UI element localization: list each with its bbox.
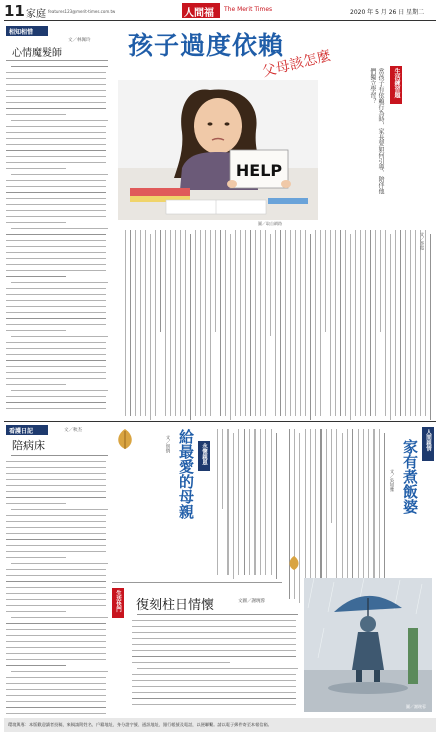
- mid-title: 陪病床: [12, 439, 45, 452]
- body-text-line: [220, 230, 221, 416]
- body-text-line: [363, 429, 364, 599]
- mid-byline: 文／秋杰: [64, 428, 82, 433]
- body-text-line: [6, 180, 106, 181]
- leaf-icon: [114, 427, 136, 451]
- body-text-line: [6, 90, 106, 91]
- body-text-line: [395, 230, 396, 416]
- body-text-line: [6, 240, 106, 241]
- body-text-line: [6, 306, 106, 307]
- body-text-line: [215, 230, 216, 332]
- body-text-line: [326, 429, 327, 599]
- body-text-line: [6, 659, 106, 660]
- body-text-line: [276, 433, 277, 579]
- body-text-line: [210, 230, 211, 416]
- body-text-line: [132, 704, 296, 705]
- body-text-line: [6, 222, 66, 223]
- body-text-line: [360, 230, 361, 416]
- page-number: 11: [4, 2, 25, 20]
- body-text-line: [6, 204, 106, 205]
- body-text-line: [6, 348, 106, 349]
- body-text-line: [6, 581, 106, 582]
- body-text-line: [305, 429, 306, 599]
- body-text-line: [6, 641, 106, 642]
- body-text-line: [6, 96, 106, 97]
- body-text-line: [238, 429, 239, 575]
- body-text-line: [400, 230, 401, 416]
- footer-text: 環境與專：本版歡迎讀者投稿，來稿請附姓名、戶籍地址、身分證字號、通訊地址、銀行帳號及電話，以便聯繫。請以電子郵件寄至本報信箱。: [8, 722, 272, 727]
- bottom-rule: [112, 582, 282, 583]
- body-text-line: [6, 467, 106, 468]
- issue-date: 2020 年 5 月 26 日 星期二: [350, 9, 425, 16]
- bottom-tag: 生活快門: [115, 590, 121, 612]
- body-text-line: [6, 408, 106, 409]
- body-text-line: [370, 230, 371, 416]
- body-text-line: [6, 156, 106, 157]
- body-text-line: [295, 230, 296, 416]
- bottom-photo: [304, 578, 432, 712]
- hero-article-body: [112, 230, 432, 420]
- body-text-line: [11, 617, 108, 618]
- section-email: features123@merit-times.com.tw: [48, 9, 116, 14]
- body-text-line: [6, 611, 66, 612]
- body-text-line: [245, 230, 246, 416]
- body-text-line: [11, 336, 108, 337]
- body-text-line: [11, 509, 108, 510]
- body-text-line: [205, 230, 206, 416]
- body-text-line: [6, 132, 106, 133]
- body-text-line: [289, 429, 290, 599]
- header-rule: [4, 20, 436, 21]
- body-text-line: [6, 150, 106, 151]
- center-article: [112, 425, 280, 580]
- body-text-line: [6, 72, 106, 73]
- body-text-line: [315, 429, 316, 599]
- body-text-line: [385, 230, 386, 416]
- body-text-line: [352, 429, 353, 599]
- mid-article: [6, 425, 108, 720]
- body-text-line: [11, 120, 108, 121]
- body-text-line: [225, 230, 226, 416]
- right-title: 家有煮飯婆: [401, 439, 419, 514]
- body-text-line: [6, 312, 106, 313]
- bottom-article: [112, 586, 434, 714]
- body-text-line: [335, 230, 336, 416]
- body-text-line: [285, 230, 286, 416]
- body-text-line: [244, 429, 245, 575]
- body-text-line: [345, 230, 346, 416]
- hero-side-caption: 當孩子有依賴行為時，家長要如何引導、陪伴他們獨立學習？: [368, 68, 384, 194]
- body-text-line: [325, 230, 326, 332]
- help-sign-text: HELP: [235, 161, 283, 180]
- body-text-line: [6, 701, 106, 702]
- body-text-line: [11, 282, 108, 283]
- body-text-line: [410, 230, 411, 416]
- body-text-line: [6, 102, 106, 103]
- body-text-line: [305, 230, 306, 416]
- body-text-line: [310, 429, 311, 599]
- hero-side: [342, 62, 384, 207]
- bottom-byline: 文圖／謝琬蓉: [238, 599, 265, 604]
- body-text-line: [420, 230, 421, 416]
- body-text-line: [260, 429, 261, 575]
- body-text-line: [415, 230, 416, 416]
- body-text-line: [6, 234, 106, 235]
- body-text-line: [6, 527, 106, 528]
- body-text-line: [11, 671, 108, 672]
- body-text-line: [375, 230, 376, 416]
- body-text-line: [6, 198, 106, 199]
- body-text-line: [6, 246, 106, 247]
- body-text-line: [6, 210, 106, 211]
- body-text-line: [6, 593, 106, 594]
- body-text-line: [425, 230, 426, 416]
- body-text-line: [222, 429, 223, 509]
- body-text-line: [140, 230, 141, 416]
- right-tag-box: [422, 427, 434, 461]
- body-text-line: [195, 230, 196, 416]
- body-text-line: [6, 473, 106, 474]
- body-text-line: [390, 234, 391, 420]
- body-text-line: [6, 623, 106, 624]
- body-text-line: [275, 230, 276, 416]
- body-text-line: [6, 162, 106, 163]
- body-text-line: [6, 653, 106, 654]
- body-text-line: [6, 665, 66, 666]
- body-text-line: [6, 378, 106, 379]
- bottom-title: 復刻柱日情懷: [136, 598, 215, 613]
- body-text-line: [6, 521, 106, 522]
- body-text-line: [6, 629, 106, 630]
- body-text-line: [200, 230, 201, 416]
- body-text-line: [6, 216, 106, 217]
- body-text-line: [137, 614, 298, 615]
- body-text-line: [380, 230, 381, 332]
- right-byline: 文／吳如雅: [389, 469, 394, 492]
- body-text-line: [132, 656, 296, 657]
- body-text-line: [6, 402, 106, 403]
- masthead-english: The Merit Times: [224, 6, 273, 13]
- body-text-line: [6, 497, 106, 498]
- body-text-line: [11, 174, 108, 175]
- body-text-line: [260, 230, 261, 416]
- body-text-line: [6, 288, 106, 289]
- body-text-line: [132, 674, 296, 675]
- body-text-line: [132, 638, 296, 639]
- body-text-line: [6, 264, 106, 265]
- body-text-line: [11, 455, 108, 456]
- body-text-line: [125, 230, 126, 416]
- body-text-line: [6, 689, 106, 690]
- center-body-text: [212, 429, 278, 579]
- body-text-line: [6, 683, 106, 684]
- body-text-line: [330, 230, 331, 416]
- body-text-line: [6, 545, 106, 546]
- body-text-line: [6, 635, 106, 636]
- body-text-line: [294, 429, 295, 599]
- body-text-line: [165, 230, 166, 416]
- body-text-line: [6, 318, 106, 319]
- body-text-line: [340, 230, 341, 416]
- body-text-line: [6, 252, 106, 253]
- body-text-line: [6, 84, 106, 85]
- body-text-line: [6, 324, 106, 325]
- body-text-line: [6, 258, 106, 259]
- body-text-line: [6, 138, 106, 139]
- body-text-line: [300, 230, 301, 416]
- body-text-line: [6, 713, 106, 714]
- hero-photo-credit: 圖／取自網路: [258, 221, 282, 226]
- body-text-line: [6, 294, 106, 295]
- body-text-line: [6, 557, 66, 558]
- body-text-line: [6, 647, 106, 648]
- body-text-line: [331, 429, 332, 523]
- body-text-line: [6, 707, 106, 708]
- body-text-line: [265, 429, 266, 575]
- body-text-line: [233, 433, 234, 579]
- hero-title: 孩子過度依賴: [128, 31, 285, 60]
- body-text-line: [310, 234, 311, 420]
- body-text-line: [227, 429, 228, 575]
- body-text-line: [6, 186, 106, 187]
- body-text-line: [135, 230, 136, 416]
- body-text-line: [6, 515, 106, 516]
- hero-side-tag: 生活練習題: [393, 68, 400, 98]
- body-text-line: [6, 366, 106, 367]
- center-tag: 永懷親恩: [201, 443, 207, 465]
- bottom-photo-credit: 圖／謝琬蓉: [406, 704, 426, 709]
- body-text-line: [280, 230, 281, 416]
- body-text-line: [137, 668, 298, 669]
- left-tag: 相知相惜: [9, 29, 34, 36]
- body-text-line: [160, 230, 161, 332]
- body-text-line: [6, 695, 106, 696]
- body-text-line: [145, 230, 146, 416]
- body-text-line: [270, 234, 271, 336]
- body-text-line: [11, 228, 108, 229]
- body-text-line: [249, 429, 250, 575]
- body-text-line: [368, 429, 369, 599]
- body-text-line: [217, 429, 218, 575]
- hero-photo: [118, 80, 318, 220]
- body-text-line: [132, 698, 296, 699]
- body-text-line: [132, 644, 296, 645]
- footer-bar: [4, 718, 436, 732]
- body-text-line: [235, 230, 236, 416]
- body-text-line: [6, 551, 106, 552]
- mid-body-text: [6, 455, 108, 717]
- left-divider: [6, 60, 108, 61]
- body-text-line: [271, 429, 272, 575]
- body-text-line: [6, 491, 106, 492]
- left-title: 心情魔髮師: [12, 48, 62, 59]
- body-text-line: [6, 569, 106, 570]
- body-text-line: [6, 108, 106, 109]
- body-text-line: [320, 429, 321, 599]
- body-text-line: [155, 230, 156, 416]
- body-text-line: [250, 230, 251, 416]
- body-text-line: [6, 144, 106, 145]
- left-byline: 文／林佩玲: [68, 38, 91, 43]
- body-text-line: [6, 126, 106, 127]
- body-text-line: [254, 429, 255, 575]
- left-tag-box: [6, 26, 48, 36]
- center-byline: 文／別情: [165, 435, 170, 453]
- body-text-line: [6, 605, 106, 606]
- body-text-line: [230, 234, 231, 420]
- bottom-tag-box: [112, 588, 124, 618]
- hero-subtitle: 父母該怎麼辦？: [260, 47, 333, 81]
- body-text-line: [347, 429, 348, 599]
- left-article: [6, 24, 108, 417]
- body-text-line: [6, 539, 106, 540]
- body-text-line: [130, 230, 131, 416]
- body-text-line: [6, 270, 106, 271]
- center-title: 給最愛的母親: [177, 429, 195, 519]
- body-text-line: [6, 372, 106, 373]
- body-text-line: [6, 342, 106, 343]
- body-text-line: [6, 533, 106, 534]
- mid-rule: [4, 421, 436, 422]
- body-text-line: [132, 692, 296, 693]
- body-text-line: [336, 429, 337, 599]
- body-text-line: [6, 384, 66, 385]
- body-text-line: [6, 479, 106, 480]
- body-text-line: [185, 230, 186, 416]
- hero-side-tag-box: [390, 66, 402, 104]
- body-text-line: [6, 300, 106, 301]
- body-text-line: [132, 686, 296, 687]
- body-text-line: [6, 168, 66, 169]
- hero-area: [112, 22, 338, 227]
- body-text-line: [6, 485, 106, 486]
- center-tag-box: [198, 441, 210, 471]
- body-text-line: [190, 234, 191, 420]
- body-text-line: [132, 632, 296, 633]
- body-text-line: [150, 234, 151, 420]
- body-text-line: [170, 230, 171, 416]
- body-text-line: [175, 230, 176, 416]
- body-text-line: [6, 599, 106, 600]
- body-text-line: [290, 230, 291, 416]
- body-text-line: [6, 330, 66, 331]
- body-text-line: [6, 587, 106, 588]
- leaf-icon: [286, 555, 302, 571]
- body-text-line: [132, 662, 230, 663]
- left-body-text: [6, 66, 108, 414]
- body-text-line: [6, 360, 106, 361]
- body-text-line: [11, 66, 108, 67]
- body-text-line: [6, 677, 106, 678]
- body-text-line: [180, 230, 181, 416]
- body-text-line: [255, 230, 256, 416]
- body-text-line: [132, 626, 296, 627]
- body-text-line: [373, 429, 374, 599]
- section-name: 家庭: [26, 9, 46, 20]
- masthead-logo: [182, 3, 220, 34]
- bottom-body-text: [132, 614, 298, 710]
- body-text-line: [315, 230, 316, 416]
- body-text-line: [355, 230, 356, 416]
- body-text-line: [350, 234, 351, 420]
- body-text-line: [6, 78, 106, 79]
- body-text-line: [320, 230, 321, 416]
- body-text-line: [6, 192, 106, 193]
- hero-author: 文／李霓: [419, 232, 424, 250]
- masthead-title: 人間福報: [184, 8, 214, 34]
- body-text-line: [6, 114, 66, 115]
- body-text-line: [379, 429, 380, 599]
- body-text-line: [405, 230, 406, 416]
- body-text-line: [240, 230, 241, 416]
- body-text-line: [358, 429, 359, 599]
- right-tag: 人間親情: [425, 429, 431, 451]
- mid-tag-box: [6, 425, 48, 435]
- mid-tag: 看護日記: [9, 428, 34, 435]
- body-text-line: [11, 390, 108, 391]
- body-text-line: [11, 563, 108, 564]
- body-text-line: [6, 461, 106, 462]
- body-text-line: [430, 234, 431, 420]
- body-text-line: [365, 230, 366, 416]
- body-text-line: [132, 620, 296, 621]
- body-text-line: [6, 354, 106, 355]
- body-text-line: [6, 276, 66, 277]
- body-text-line: [6, 396, 106, 397]
- body-text-line: [132, 650, 296, 651]
- body-text-line: [299, 433, 300, 603]
- body-text-line: [265, 230, 266, 416]
- body-text-line: [6, 503, 66, 504]
- body-text-line: [6, 575, 106, 576]
- body-text-line: [132, 680, 296, 681]
